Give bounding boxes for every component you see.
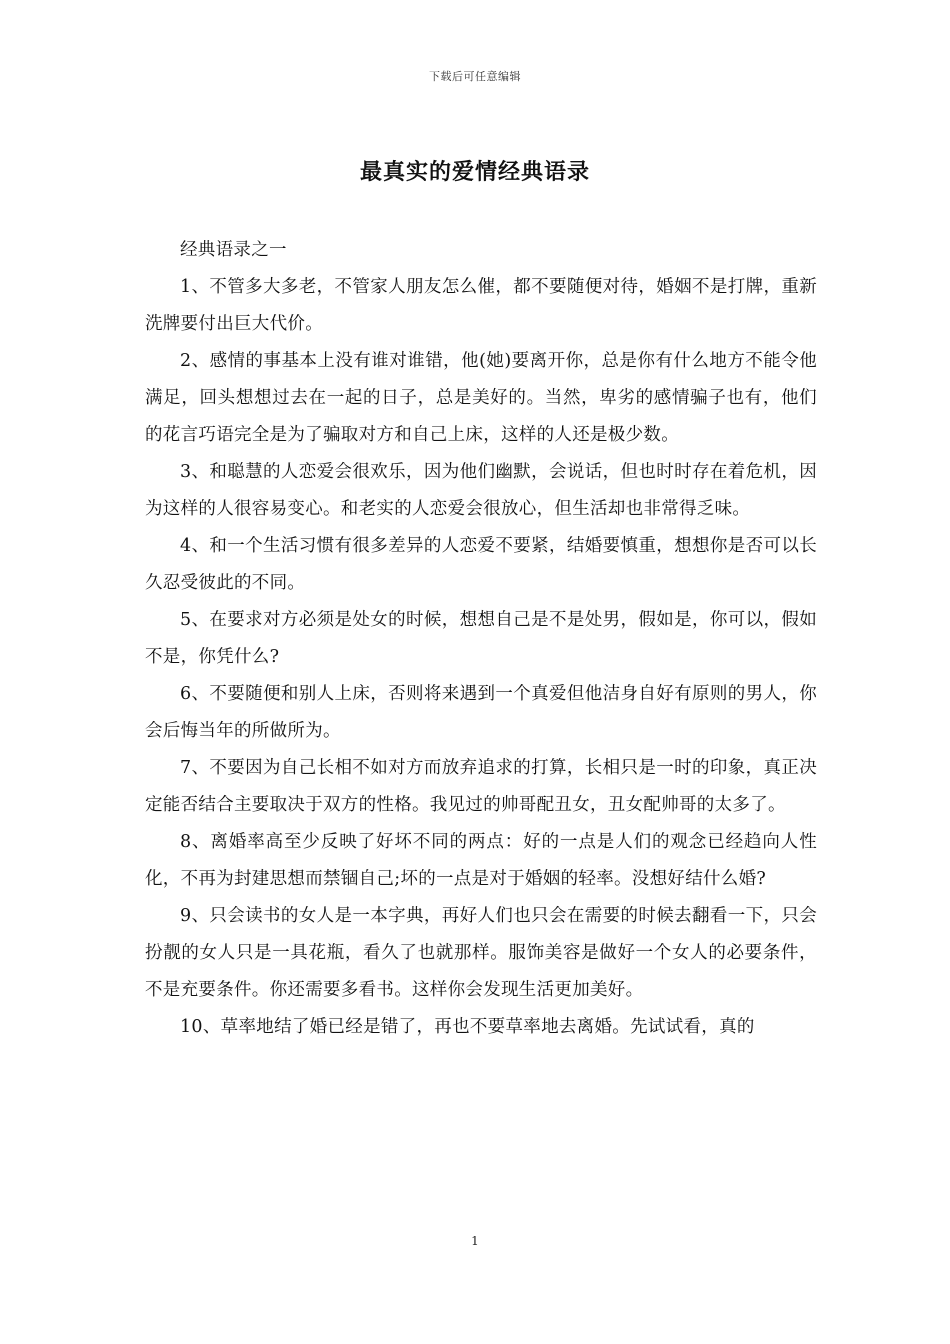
header-note: 下载后可任意编辑 <box>429 70 521 83</box>
paragraph-4: 4、和一个生活习惯有很多差异的人恋爱不要紧，结婚要慎重，想想你是否可以长久忍受彼此的不同。 <box>145 536 817 593</box>
paragraph-9: 9、只会读书的女人是一本字典，再好人们也只会在需要的时候去翻看一下，只会扮靓的女人只是一具花瓶，看久了也就那样。服饰美容是做好一个女人的必要条件，不是充要条件。你还需要多看书。这样你会发现生活更加美好。 <box>145 906 817 1000</box>
paragraph-6: 6、不要随便和别人上床，否则将来遇到一个真爱但他洁身自好有原则的男人，你会后悔当年的所做所为。 <box>145 684 817 741</box>
document-title: 最真实的爱情经典语录 <box>359 159 590 185</box>
paragraph-7: 7、不要因为自己长相不如对方而放弃追求的打算，长相只是一时的印象，真正决定能否结合主要取决于双方的性格。我见过的帅哥配丑女，丑女配帅哥的太多了。 <box>145 758 817 815</box>
paragraph-10: 10、草率地结了婚已经是错了，再也不要草率地去离婚。先试试看，真的 <box>180 1017 755 1037</box>
paragraph-5: 5、在要求对方必须是处女的时候，想想自己是不是处男，假如是，你可以，假如不是，你凭什么? <box>145 610 817 667</box>
document-body <box>145 232 817 1046</box>
section-heading: 经典语录之一 <box>180 240 287 260</box>
paragraph-2: 2、感情的事基本上没有谁对谁错，他(她)要离开你，总是你有什么地方不能令他满足，回头想想过去在一起的日子，总是美好的。当然，卑劣的感情骗子也有，他们的花言巧语完全是为了骗取对方和自己上床，这样的人还是极少数。 <box>145 351 817 445</box>
paragraph-1: 1、不管多大多老，不管家人朋友怎么催，都不要随便对待，婚姻不是打牌，重新洗牌要付出巨大代价。 <box>145 277 817 334</box>
page-number: 1 <box>471 1234 479 1248</box>
paragraph-8: 8、离婚率高至少反映了好坏不同的两点：好的一点是人们的观念已经趋向人性化，不再为封建思想而禁锢自己;坏的一点是对于婚姻的轻率。没想好结什么婚? <box>145 832 817 889</box>
paragraph-3: 3、和聪慧的人恋爱会很欢乐，因为他们幽默，会说话，但也时时存在着危机，因为这样的人很容易变心。和老实的人恋爱会很放心，但生活却也非常得乏味。 <box>145 462 817 519</box>
